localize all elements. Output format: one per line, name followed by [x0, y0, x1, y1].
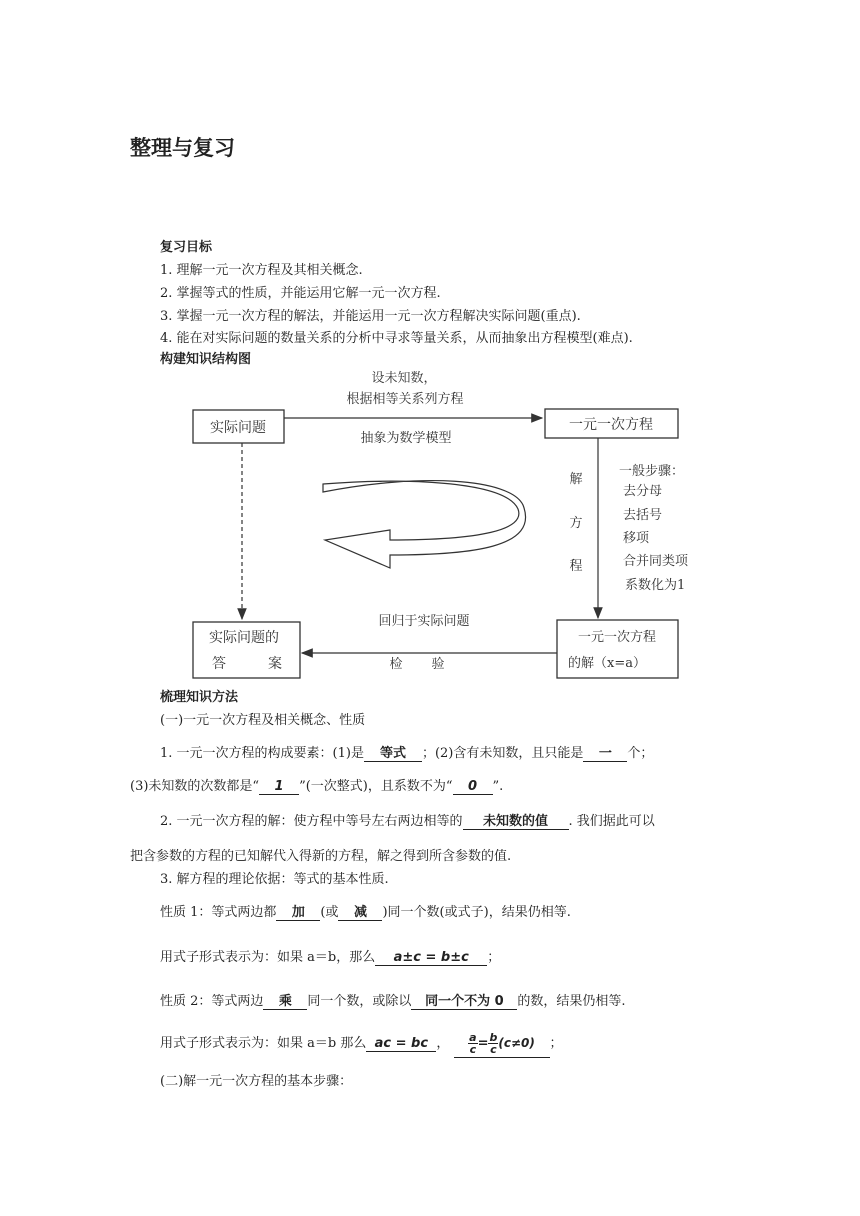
denominator: c [490, 1043, 497, 1056]
label-set-unknown: 设未知数， [371, 371, 437, 386]
answer-blank: 等式 [364, 746, 422, 762]
label-solve-3: 程 [569, 559, 583, 574]
text: 同一个数，或除以 [307, 994, 412, 1009]
text: 性质 1：等式两边都 [160, 905, 277, 920]
numerator: b [489, 1031, 498, 1044]
label-return: 回归于实际问题 [378, 614, 470, 629]
subsection-2: (二)解一元一次方程的基本步骤： [160, 1074, 353, 1089]
curved-return-arrow [323, 481, 526, 568]
answer-blank: 1 [259, 779, 299, 795]
goal-item: 4. 能在对实际问题的数量关系的分析中寻求等量关系，从而抽象出方程模型(难点). [160, 331, 633, 346]
text: )同一个数(或式子)，结果仍相等. [382, 905, 571, 920]
text: 个； [627, 746, 654, 761]
text: 的数，结果仍相等. [517, 994, 626, 1009]
box-problem-label: 实际问题 [210, 420, 266, 436]
answer-blank: a±c = b±c [375, 950, 487, 966]
para-2-line-1 [160, 810, 655, 830]
structure-heading: 构建知识结构图 [160, 352, 252, 367]
text: 2. 一元一次方程的解：使方程中等号左右两边相等的 [160, 814, 463, 829]
text: ， [436, 1036, 450, 1051]
method-heading: 梳理知识方法 [160, 690, 239, 705]
step-item: 去括号 [623, 508, 663, 523]
goals-heading: 复习目标 [160, 240, 213, 255]
text: ；(2)含有未知数，且只能是 [421, 746, 584, 761]
label-abstract-model: 抽象为数学模型 [360, 431, 452, 446]
text: 用式子形式表示为：如果 a＝b，那么 [160, 950, 376, 965]
steps-heading: 一般步骤： [619, 464, 685, 479]
text: ”(一次整式)，且系数不为“ [299, 779, 453, 794]
box-answer-label-1: 实际问题的 [209, 630, 279, 646]
formula-1 [160, 946, 500, 966]
fraction-b-over-c [488, 1032, 498, 1055]
text: . 我们据此可以 [568, 814, 655, 829]
label-solve-1: 解 [569, 472, 583, 487]
condition: (c≠0) [498, 1036, 535, 1050]
property-1 [160, 901, 571, 921]
text: (或 [320, 905, 339, 920]
text: 用式子形式表示为：如果 a＝b 那么 [160, 1036, 367, 1051]
goal-item: 2. 掌握等式的性质，并能运用它解一元一次方程. [160, 286, 441, 301]
numerator: a [469, 1031, 477, 1044]
step-item: 去分母 [623, 484, 663, 499]
text: ”. [492, 779, 504, 794]
page-title: 整理与复习 [130, 136, 235, 160]
goal-item: 1. 理解一元一次方程及其相关概念. [160, 263, 363, 278]
answer-blank: 0 [453, 779, 493, 795]
label-check-1: 检 [389, 657, 403, 672]
fraction-a-over-c [468, 1032, 477, 1055]
box-answer-label-3: 案 [268, 656, 282, 672]
text: (3)未知数的次数都是“ [130, 779, 260, 794]
box-solution-label-2: 的解（x=a） [568, 656, 646, 671]
property-2 [160, 990, 626, 1010]
equals-sign: = [477, 1036, 489, 1051]
box-answer-label-2: 答 [212, 656, 226, 672]
step-item: 系数化为1 [625, 578, 686, 593]
step-item: 合并同类项 [623, 554, 689, 569]
text: 性质 2：等式两边 [160, 994, 264, 1009]
answer-blank: 同一个不为 0 [411, 994, 517, 1010]
answer-blank-fraction [454, 1030, 550, 1058]
para-3: 3. 解方程的理论依据：等式的基本性质. [160, 872, 389, 887]
answer-blank: ac = bc [366, 1036, 436, 1052]
answer-blank: 一 [583, 746, 627, 762]
subsection-1: (一)一元一次方程及相关概念、性质 [160, 713, 366, 728]
label-build-equation: 根据相等关系列方程 [346, 392, 464, 407]
label-solve-2: 方 [569, 516, 583, 531]
answer-blank: 乘 [263, 994, 307, 1010]
answer-blank: 减 [338, 905, 382, 921]
goal-item: 3. 掌握一元一次方程的解法，并能运用一元一次方程解决实际问题(重点). [160, 309, 581, 324]
formula-2 [160, 1030, 563, 1058]
text: ； [549, 1036, 563, 1051]
box-solution-label-1: 一元一次方程 [577, 630, 657, 645]
text: ； [487, 950, 501, 965]
answer-blank: 加 [276, 905, 320, 921]
box-equation-label: 一元一次方程 [569, 417, 653, 433]
para-1-line-1 [160, 742, 653, 762]
para-2-line-2: 把含参数的方程的已知解代入得新的方程，解之得到所含参数的值. [130, 849, 512, 864]
para-1-line-2 [130, 775, 503, 795]
label-check-2: 验 [431, 657, 445, 672]
text: 1. 一元一次方程的构成要素：(1)是 [160, 746, 364, 761]
denominator: c [469, 1043, 477, 1056]
step-item: 移项 [623, 531, 650, 546]
answer-blank: 未知数的值 [463, 814, 569, 830]
